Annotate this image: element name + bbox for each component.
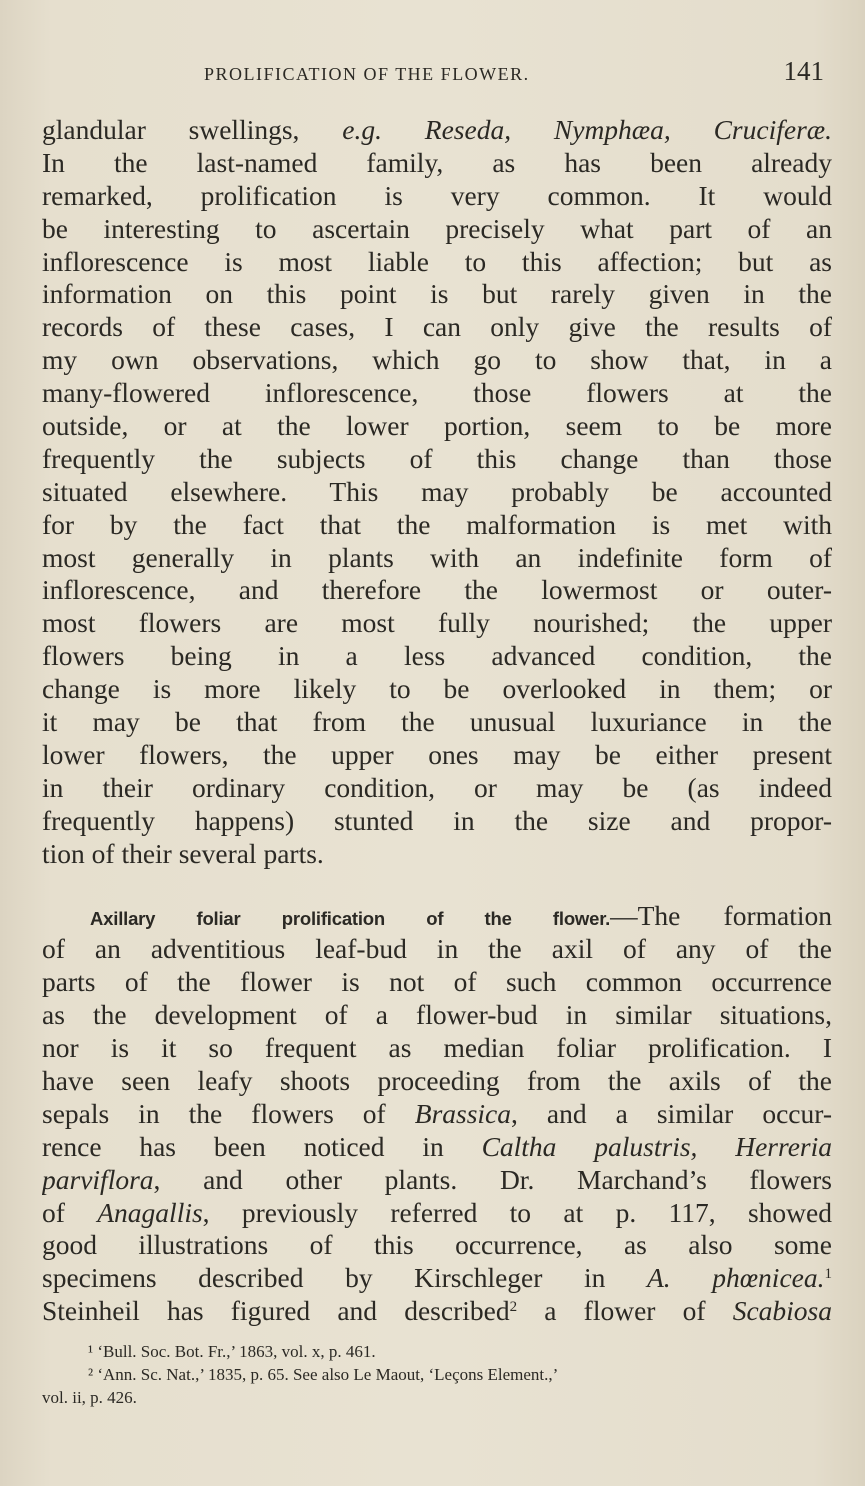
text-run: , and a similar occur- (511, 1097, 832, 1129)
text-run: , previously referred to at p. 117, showed (202, 1196, 832, 1228)
text-run: ² ‘Ann. Sc. Nat.,’ 1835, p. 65. See also Le Maout, ‘Leçons Element.,’ (88, 1365, 559, 1384)
text-line (42, 213, 832, 246)
text-run: outside, or at the lower portion, seem to be more (42, 410, 832, 442)
text-line (42, 933, 832, 966)
text-run: it may be that from the unusual luxuriance in the (42, 706, 832, 738)
text-run: good illustrations of this occurrence, as also some (42, 1229, 832, 1261)
text-run: tion of their several parts. (42, 837, 324, 869)
text-run: be interesting to ascertain precisely what part of an (42, 212, 832, 244)
text-line (42, 673, 832, 706)
text-run: as the development of a flower-bud in similar situations, (42, 999, 832, 1031)
footnotes (42, 1340, 832, 1409)
text-run: ¹ ‘Bull. Soc. Bot. Fr.,’ 1863, vol. x, p. 461. (88, 1342, 376, 1361)
text-run: many-flowered inflorescence, those flowers at the (42, 377, 832, 409)
text-run: nor is it so frequent as median foliar prolification. I (42, 1032, 832, 1064)
text-run: —The formation (610, 900, 832, 932)
footnote-reference: 1 (824, 1266, 832, 1283)
text-run: records of these cases, I can only give the results of (42, 311, 832, 343)
text-line (42, 443, 832, 476)
text-line (42, 640, 832, 673)
text-run: my own observations, which go to show that, in a (42, 344, 832, 376)
text-line (42, 1032, 832, 1065)
text-run: glandular swellings, (42, 114, 343, 145)
text-line (42, 1098, 832, 1131)
text-line (42, 344, 832, 377)
text-line (42, 966, 832, 999)
text-line (42, 574, 832, 607)
text-run: flowers being in a less advanced condition, the (42, 640, 832, 672)
text-line (42, 114, 832, 147)
paragraph-gap (42, 870, 832, 900)
text-run: in their ordinary condition, or may be (as indeed (42, 771, 832, 803)
text-line (42, 1229, 832, 1262)
text-run: most generally in plants with an indefinite form of (42, 541, 832, 573)
text-line (42, 246, 832, 279)
footnote-reference: 2 (509, 1299, 518, 1316)
footnote-line (42, 1363, 832, 1386)
text-line (42, 410, 832, 443)
text-run: a flower of (517, 1295, 733, 1327)
italic-run: parviflora (42, 1163, 154, 1195)
text-run: change is more likely to be overlooked in them; or (42, 673, 832, 705)
text-run: specimens described by Kirschleger in (42, 1262, 647, 1294)
text-line (42, 1131, 832, 1164)
footnote-line (42, 1340, 832, 1363)
text-line (42, 377, 832, 410)
italic-run: Caltha palustris, Herreria (481, 1130, 832, 1162)
text-line (42, 1065, 832, 1098)
text-run: remarked, prolification is very common. It would (42, 179, 832, 211)
text-line (42, 900, 832, 933)
text-line (42, 999, 832, 1032)
text-line (42, 180, 832, 213)
text-run: inflorescence, and therefore the lowermost or outer- (42, 574, 832, 606)
text-run: for by the fact that the malformation is met with (42, 508, 832, 540)
text-line (42, 739, 832, 772)
text-line (42, 311, 832, 344)
text-line (42, 542, 832, 575)
text-run: lower flowers, the upper ones may be either present (42, 738, 832, 770)
text-run: , and other plants. Dr. Marchand’s flowers (153, 1163, 832, 1195)
text-line (42, 1164, 832, 1197)
text-line (42, 147, 832, 180)
text-line (42, 706, 832, 739)
text-run: most flowers are most fully nourished; the upper (42, 607, 832, 639)
italic-run: Brassica (414, 1097, 512, 1129)
italic-run: e.g. Reseda, Nymphæa, Cruciferæ. (342, 114, 832, 145)
section-heading: Axillary foliar prolification of the flower. (90, 908, 611, 930)
text-run: inflorescence is most liable to this affection; but as (42, 245, 832, 277)
paragraph-prolification-frequency (42, 114, 832, 870)
page-number: 141 (783, 56, 824, 86)
italic-run: Anagallis (97, 1196, 203, 1228)
text-line (42, 607, 832, 640)
paragraph-axillary-foliar-prolification (42, 900, 832, 1328)
body-text (42, 114, 832, 1328)
italic-run: Scabiosa (732, 1295, 832, 1327)
text-run: parts of the flower is not of such common occurrence (42, 966, 832, 998)
text-run: sepals in the flowers of (42, 1097, 415, 1129)
text-line (42, 805, 832, 838)
text-run: information on this point is but rarely given in the (42, 278, 832, 310)
text-run: rence has been noticed in (42, 1130, 482, 1162)
footnote-line (42, 1386, 832, 1409)
text-line (42, 1197, 832, 1230)
text-run: Steinheil has figured and described (42, 1295, 510, 1327)
text-run: of an adventitious leaf-bud in the axil of any of the (42, 933, 832, 965)
text-line (42, 1295, 832, 1328)
text-run: frequently the subjects of this change than those (42, 442, 832, 474)
text-run: vol. ii, p. 426. (42, 1388, 137, 1407)
text-line (42, 1262, 832, 1295)
text-line (42, 772, 832, 805)
text-run: frequently happens) stunted in the size and propor- (42, 804, 832, 836)
text-run: of (42, 1196, 98, 1228)
text-run: have seen leafy shoots proceeding from the axils of the (42, 1064, 832, 1096)
running-title: PROLIFICATION OF THE FLOWER. (204, 64, 530, 84)
text-run: In the last-named family, as has been already (42, 146, 832, 178)
text-line (42, 509, 832, 542)
italic-run: A. phœnicea. (646, 1262, 825, 1294)
text-run: situated elsewhere. This may probably be accounted (42, 475, 832, 507)
text-line (42, 278, 832, 311)
page-header (42, 56, 832, 96)
text-line (42, 476, 832, 509)
text-line (42, 838, 832, 871)
